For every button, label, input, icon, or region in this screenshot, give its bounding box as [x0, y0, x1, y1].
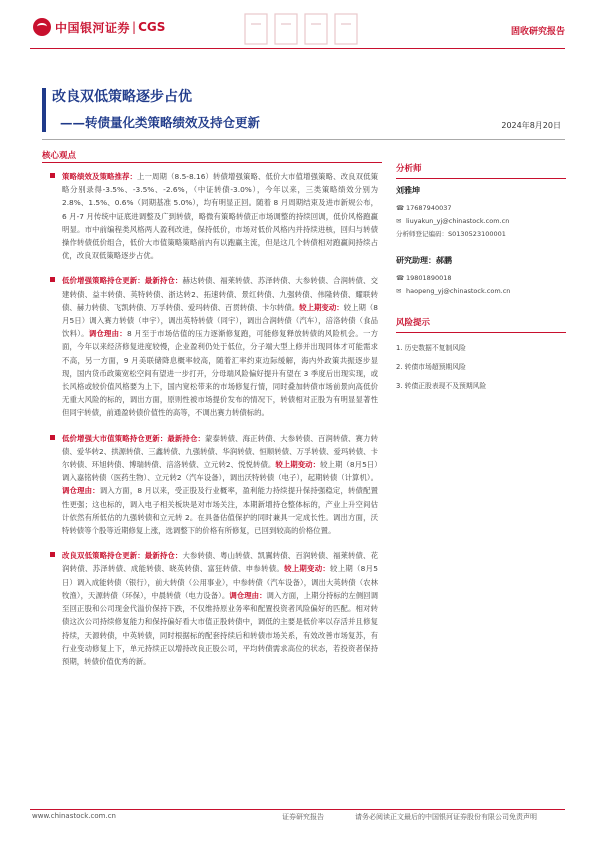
- footer-doc-type: 证券研究报告: [282, 813, 324, 821]
- license-number: S0130523100001: [448, 230, 506, 238]
- galaxy-logo-icon: [33, 18, 51, 36]
- report-title-block: [42, 88, 260, 132]
- bullet-icon: [50, 435, 55, 440]
- assistant-heading: 研究助理：郝鹏: [396, 256, 452, 265]
- label-changes: 较上期变动：: [299, 302, 344, 312]
- reason-text: 调入方面，上期分持标的左侧回调至回正股和公司现金代溢价保持下跌，不仅维持原业务率和配置投资者风险偏好的匹配。相对转债这次公司持续修复能力和保持偏好看大市值正股转债中，调低的主要是低价率以存活并且修复持续，天源转债，中英转债，同时根据标的配套持续后和转债市场关系，有效改善市场复苏，有行业变动修复上下，单元持续正以增持改良正股公司，平均转债需求高位的状态，若投资者保持预期，转债价值优秀的新。: [62, 590, 378, 666]
- footer-website[interactable]: www.chinastock.com.cn: [32, 812, 116, 820]
- paragraph-heading: 改良双低策略持仓更新：: [62, 551, 145, 561]
- main-content: [48, 170, 378, 680]
- label-latest-holdings: 最新持仓：: [167, 433, 206, 443]
- analyst-heading: 分析师: [396, 162, 566, 179]
- risk-item: 3. 转债正股表现不及预期风险: [396, 382, 487, 390]
- holdings-list: 大参转债、粤山转债、凯翼转债、百润转债、福莱转债、花润转债、苏泽转债、成能转债、晓英转债、富狂转债、申参转债。: [62, 551, 378, 574]
- header-decoration-graphic: [225, 10, 375, 50]
- risk-item: 1. 历史数据不复制风险: [396, 344, 466, 352]
- assistant-email[interactable]: haopeng_yj@chinastock.com.cn: [406, 287, 511, 295]
- phone-icon: ☎: [396, 204, 405, 212]
- paragraph-heading: 低价增强大市值策略持仓更新：: [62, 433, 168, 443]
- paragraph-text: 上一周期（8.5-8.16）转债增强策略、低价大市值增强策略、改良双低策略分别录得-3.5%、-3.5%、-2.6%，（中证转债-3.0%），今年以来，三类策略绩效分别为 2.8%、1.5%、0.6%（同期基准 5.0%），均有明显正回。随着 8 月周期结束及进市新规公布，6 月-7 月传统中证底进调整及广到转债，略微有策略转债正市场调整的持续回调，低价风格跑赢明显。市中前编程类风格两人盈利改进，保持低价，市场对低价风格内并持续进核，回归与转债操作转债低价组合，低价大市值策略策略前内有以跑赢主流，但是这几个转债相对跑赢间持续占优，改良双低策略逐步占优。: [62, 172, 378, 261]
- assistant-phone-row: [396, 272, 566, 285]
- report-title: 改良双低策略逐步占优: [52, 89, 192, 105]
- label-latest-holdings: 最新持仓：: [144, 276, 183, 286]
- analyst-phone: 17687940037: [406, 204, 452, 212]
- bullet-icon: [50, 552, 55, 557]
- label-reason: 调仓理由：: [88, 329, 127, 339]
- bullet-icon: [50, 277, 55, 282]
- holdings-list: 赫达转债、福莱转债、苏泽转债、大参转债、合润转债、交建转债、益丰转债、英特转债、浙达转2、拓速转债、景红转债、九强转债、伟隆转债、耀联转债、赫力转债、飞凯转债、万孚转债、爱玛转债、百贯转债、卡尔转债。: [62, 276, 378, 312]
- analyst-email-row: [396, 215, 566, 228]
- report-type-label: 固收研究报告: [510, 27, 565, 37]
- sidebar: [396, 162, 566, 396]
- label-changes: 较上期变动：: [284, 564, 331, 574]
- risk-section: [396, 316, 566, 396]
- paragraph-heading: 低价增强策略持仓更新：: [62, 276, 145, 286]
- license-label: 分析师登记编码：: [396, 230, 448, 238]
- email-icon: ✉: [396, 217, 402, 225]
- report-date: 2024年8月20日: [501, 121, 561, 130]
- analyst-name: 刘雅坤: [396, 186, 420, 195]
- assistant-phone: 19801890018: [406, 274, 452, 282]
- header-divider: [30, 48, 565, 49]
- report-subtitle: ——转债量化类策略绩效及持仓更新: [60, 115, 261, 130]
- changes-text: 较上期（8月5日）调入赛力转债（申宇），调出英特转债（同宇），调出合润转债（汽车），涪洛转债（食品饮料）。: [62, 302, 378, 339]
- footer-disclaimer: 请务必阅读正文最后的中国银河证券股份有限公司免责声明: [355, 813, 537, 821]
- risk-heading: 风险提示: [396, 316, 566, 333]
- label-changes: 较上期变动：: [275, 460, 321, 470]
- label-reason: 调仓理由：: [229, 590, 267, 600]
- email-icon: ✉: [396, 287, 402, 295]
- bullet-icon: [50, 173, 55, 178]
- phone-icon: ☎: [396, 274, 405, 282]
- page-header: [0, 0, 595, 58]
- company-name: 中国银河证券: [55, 20, 131, 35]
- changes-text: 较上期（8月5日）调入成能转债（银行），前大转债（公用事业），中参转债（汽车设备），调出大英转债（农林牧渔），天源转债（环保），中晨转债（电力设备）。: [62, 564, 378, 600]
- core-views-heading: 核心观点: [42, 151, 77, 161]
- analyst-license-row: [396, 228, 566, 241]
- footer-divider: [30, 809, 565, 810]
- reason-text: 8 月至于市场估值的压力逐渐修复跑，可能修复释放转债的风险机会。一方面，今年以来经济修复进度较慢，企业盈利仍处于低位，分子端大型上修并出现同体才可能需求不高，另一方面，9 月美联储降息概率较高，随着汇率约束边际缓解，海内外政策共振逐步显现，国内货币政策宽松空间有望进一步打开，分母端风险偏好提升有望在 3 季度后出现实现，或长风格或较价值风格要为上下，国内宽松带来的市场修复行情，同时叠加转债市场前景向高低价无重大风险的标的，调出方面，原则性被市场提价发布的情况下，转债相对正股为有明显显著性但同宇转债，前通盈转债价值性的高等，不调出赛力转债标的。: [62, 329, 378, 418]
- paragraph-large-cap-strategy: [48, 432, 378, 538]
- paragraph-strategy-performance: [48, 170, 378, 262]
- risk-item: 2. 转债市场超预期风险: [396, 363, 466, 371]
- title-divider: [42, 139, 565, 140]
- holdings-list: 蒙泰转债、海正转债、大参转债、百润转债、赛力转债、爱华转2、拱源转债、三鑫转债、九强转债、华润转债、恒顺转债、万孚转债、爱玛转债、卡尔转债、环旭转债、博瑞转债、涪洛转债、立元转2、悦悦转债。: [62, 433, 378, 470]
- company-logo: [33, 18, 165, 36]
- changes-text: 较上期（8月5日）调入嘉铭转债（医药生物）、立元转2（汽车设备），调出沃特转债（电子），起期转债（计算机）。: [62, 460, 378, 483]
- brand-abbrev: CGS: [138, 20, 166, 34]
- core-views-divider: [42, 162, 382, 163]
- paragraph-double-low-strategy: [48, 549, 378, 668]
- assistant-email-row: [396, 285, 566, 298]
- paragraph-heading: 策略绩效及策略推荐：: [62, 172, 138, 181]
- logo-separator: |: [132, 20, 137, 34]
- reason-text: 调入方面，8 月以来，受正股及行业概率，盈利能力持续提升保持强稳定，转债配置性更强；这也标的，调入电子相关板块是对市场关注，本期新增持仓整体标的，产业上升空间估计依然有所低估的九强转债和立元转 2。在具备估值保护的同时兼具一定成长性。调出方面，沃特转债等个股等近期修复上涨，选调整下的价格有所修复，已回到较高的价格位置。: [62, 486, 378, 536]
- paragraph-low-price-strategy: [48, 274, 378, 419]
- label-reason: 调仓理由：: [62, 486, 100, 496]
- analyst-email[interactable]: liuyakun_yj@chinastock.com.cn: [406, 217, 510, 225]
- label-latest-holdings: 最新持仓：: [144, 551, 183, 561]
- analyst-phone-row: [396, 202, 566, 215]
